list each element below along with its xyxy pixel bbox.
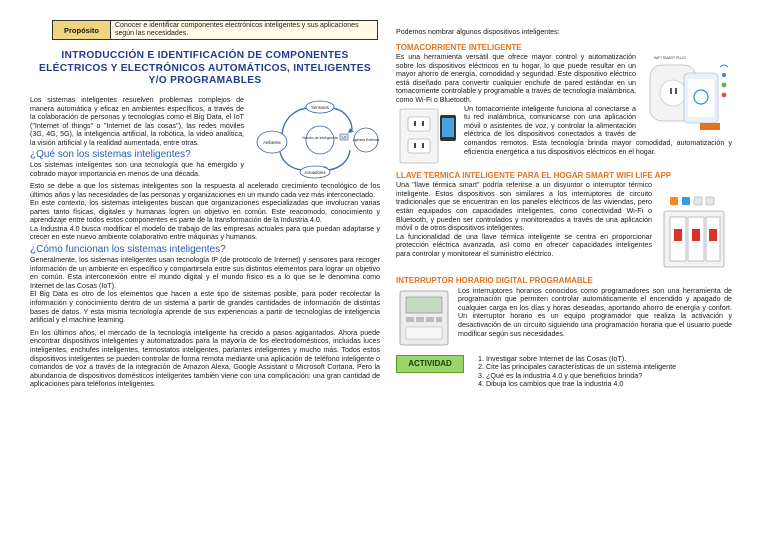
smart-breaker-image xyxy=(656,195,732,273)
q1-paragraph-3: En este contexto, los sistemas inteligentes buscan que organizaciones especializadas que involucran varias partes tanto físicas, digitales y humanas logren un objetivo en común. Este reacomodo, conocimiento y aprendizaje entre todos estos componentes es parte de la transformación de la Industria 4.0. xyxy=(30,199,380,225)
activity-list xyxy=(478,355,676,389)
left-column xyxy=(30,20,380,389)
right-column xyxy=(396,28,732,389)
intro-paragraph: Los sistemas inteligentes resuelven problemas complejos de manera automática y eficaz en ambientes específicos, a través de la colaboración de personas y tecnologías como el Big Data, el IoT ("Internet of things" o "Internet de las cosas"), las redes móviles (3G, 4G, 5G), la inteligencia artificial, la robótica, la video analítica, la visión artificial y la realidad aumentada, entre otras. xyxy=(30,95,244,147)
q1-paragraph-4: La Industria 4.0 busca modificar el modelo de trabajo de las empresas actuales para que puedan adaptarse y crecer en este nuevo ambiente colaborativo entre máquinas y humanos. xyxy=(30,224,380,242)
diagram-label-agentes: Agentes Externos xyxy=(352,137,380,142)
intelligent-system-diagram xyxy=(250,96,380,180)
main-title: INTRODUCCIÓN E IDENTIFICACIÓN DE COMPONENTES ELÉCTRICOS Y ELECTRÓNICOS AUTOMÁTICOS, INTELIGENTES Y/O PROGRAMABLES xyxy=(39,50,371,87)
heading-que-son: ¿Qué son los sistemas inteligentes? xyxy=(30,149,191,161)
activity-item: 4. Dibuja los cambios que trae la industria 4.0 xyxy=(478,379,624,389)
interruptor-paragraph-1: Los interruptores horarios conocidos como programadores son una herramienta de programación que permiten controlar automáticamente el encendido y apagado de cualquier carga en los días y horas deseadas, aportando ahorro de energía y confort. Un interruptor horario es un equipo programador que realiza la activación y desactivación de un circuito siguiendo una programación horaria que el usuario puede modificar según sus necesidades. xyxy=(458,286,732,338)
activity-item: 3. ¿Qué es la industria 4.0 y que beneficios brinda? xyxy=(478,370,643,380)
diagram-label-actuadores: Actuadores xyxy=(304,169,326,175)
activity-section xyxy=(396,355,732,389)
activity-item: 2. Cite las principales características de un sistema inteligente xyxy=(478,362,677,372)
nucleo-node xyxy=(306,126,334,154)
q2-paragraph-1: Generalmente, los sistemas inteligentes usan tecnología IP (de protocolo de Internet) y sensores para recoger información de un ambiente en específico y compartirsela entre sus distintos elementos para lograr un objetivo en común. Esta interconexión entre el mundo digital y el mundo físico es a lo que se le denomina como Internet de las Cosas (IoT). xyxy=(30,256,380,290)
wall-outlet-image xyxy=(396,107,458,165)
activity-label: ACTIVIDAD xyxy=(396,355,464,373)
smart-plug-caption: WIFI SMART PLUG xyxy=(654,56,686,61)
q1-paragraph-1: Los sistemas inteligentes son una tecnología que ha emergido y cobrado mayor importancia en menos de una década. xyxy=(30,161,244,179)
tomacorriente-paragraph-2: Un tomacorriente inteligente funciona al conectarse a tu red inalámbrica, comunicarse con una aplicación móvil o asistentes de voz, y controlar la alimentación eléctrica de los dispositivos conectados a través de comandos remotos. Esta tecnología brinda mayor comodidad, automatización y eficiencia energética a tus dispositivos eléctricos en el hogar. xyxy=(464,104,732,156)
purpose-box xyxy=(52,20,378,40)
heading-llave-termica: LLAVE TERMICA INTELIGENTE PARA EL HOGAR SMART WIFI LIFE APP xyxy=(396,170,672,180)
right-intro: Podemos nombrar algunos dispositivos inteligentes: xyxy=(396,28,560,36)
smart-plug-image xyxy=(636,53,732,137)
q2-paragraph-3: En los últimos años, el mercado de la tecnología inteligente ha crecido a pasos agigantados. Ahora puede encontrar dispositivos inteligentes y automatizados para la mayoría de los electrodomésticos, incluidas luces inteligentes, enchufes inteligentes, termostatos inteligentes, parlantes inteligentes y mucho más. Todos estos dispositivos inteligentes se pueden controlar de forma remota mediante una aplicación de teléfono inteligente o comandos de voz a través de la integración de Amazon Alexa, Google Assistant o Microsoft Cortana. Pero la abundancia de dispositivos domésticos inteligentes también viene con una complicación: una gran cantidad de aplicaciones para teléfonos inteligentes. xyxy=(30,328,380,389)
q1-paragraph-2: Esto se debe a que los sistemas inteligentes son la respuesta al acelerado crecimiento tecnológico de los últimos años y las necesidades de las personas y organizaciones en un mundo cada vez más interconectado. xyxy=(30,181,380,199)
heading-como-funcionan: ¿Cómo funcionan los sistemas inteligentes? xyxy=(30,244,226,256)
llave-paragraph-1: Una "llave térmica smart" podría referirse a un disyuntor o interruptor térmico inteligente. Estos dispositivos son similares a los interruptores de circuito tradicionales que se encuentran en los paneles eléctricos de las viviendas, pero están equipados con capacidades inteligentes, como conectividad Wi-Fi o Bluetooth, y pueden ser controlados y monitoreados a través de una aplicación móvil o de otros dispositivos inteligentes. xyxy=(396,181,652,233)
diagram-label-ambiente: Ambiente xyxy=(263,139,281,145)
heading-tomacorriente: TOMACORRIENTE INTELIGENTE xyxy=(396,42,522,52)
tomacorriente-paragraph-1: Es una herramienta versátil que ofrece mayor control y automatización sobre los dispositivos eléctricos en tu hogar, lo que puede resultar en un mayor ahorro de energía, comodidad y seguridad. Este dispositivo eléctrico está diseñado para convertir cualquier enchufe de pared estándar en un tomacorriente controlable y programable a través de tecnología inalámbrica, como Wi-Fi o Bluetooth. xyxy=(396,53,636,105)
timer-switch-image xyxy=(396,287,452,349)
heading-interruptor-horario: INTERRUPTOR HORARIO DIGITAL PROGRAMABLE xyxy=(396,276,593,286)
diagram-label-ui: UI xyxy=(342,135,346,140)
llave-paragraph-2: La funcionalidad de una llave térmica inteligente se centra en proporcionar protección eléctrica avanzada, así como en ofrecer capacidades inteligentes para controlar y monitorear el suministro eléctrico. xyxy=(396,232,652,258)
diagram-label-nucleo: Núcleo de inteligencia xyxy=(302,135,338,140)
purpose-text: Conocer e identificar componentes electrónicos inteligentes y sus aplicaciones según las necesidades. xyxy=(111,21,377,39)
purpose-label: Propósito xyxy=(53,21,111,39)
activity-item: 1. Investigar sobre Internet de las Cosas (IoT). xyxy=(478,353,627,363)
diagram-label-sensores: Sensores xyxy=(311,104,329,110)
q2-paragraph-2: El Big Data es otro de los elementos que hacen a este tipo de sistemas posible, para poder recolectar la información y conocimiento dentro de un sistema a partir de grandes cantidades de información de distintas bases de datos. Y esta misma tecnología aprende de sus experiencias a partir de tecnologías de inteligencia artificial y el machine learning. xyxy=(30,290,380,325)
